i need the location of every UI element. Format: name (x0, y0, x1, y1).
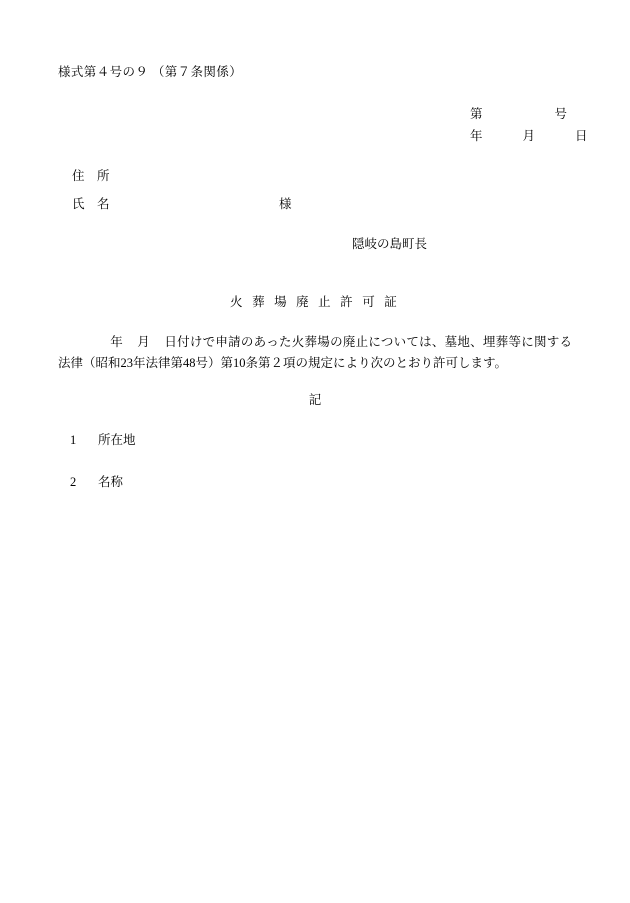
body-paragraph (58, 332, 572, 374)
issuer-name: 隠岐の島町長 (352, 237, 428, 251)
item-number: 2 (70, 475, 77, 489)
reference-date-row (470, 125, 588, 147)
item-label: 所在地 (98, 433, 136, 447)
recipient-name-row (72, 190, 292, 218)
reference-year-label: 年 (470, 129, 483, 143)
reference-number-label: 第 (470, 107, 483, 121)
form-number: 様式第４号の９ （第７条関係） (58, 65, 243, 79)
reference-month-label: 月 (522, 129, 536, 143)
document-title: 火 葬 場 廃 止 許 可 証 (230, 295, 400, 309)
reference-number-suffix: 号 (554, 107, 568, 121)
reference-block (470, 103, 588, 147)
recipient-address-label: 住 所 (72, 169, 110, 183)
item-number: 1 (70, 433, 77, 447)
recipient-honorific: 様 (279, 197, 292, 211)
recipient-name-label: 氏 名 (72, 197, 110, 211)
recipient-address-row (72, 162, 292, 190)
list-item (70, 472, 136, 490)
reference-day-label: 日 (575, 129, 588, 143)
reference-number-row (470, 103, 588, 125)
item-list (70, 430, 136, 514)
body-month-label: 月 (137, 335, 151, 349)
ki-mark: 記 (308, 393, 322, 407)
body-year-label: 年 (110, 335, 124, 349)
list-item (70, 430, 136, 448)
body-text: 日付けで申請のあった火葬場の廃止については、墓地、埋葬等に関する法律（昭和23年法律第48号）第10条第２項の規定により次のとおり許可します。 (58, 335, 572, 370)
recipient-block (72, 162, 292, 218)
item-label: 名称 (98, 475, 124, 489)
